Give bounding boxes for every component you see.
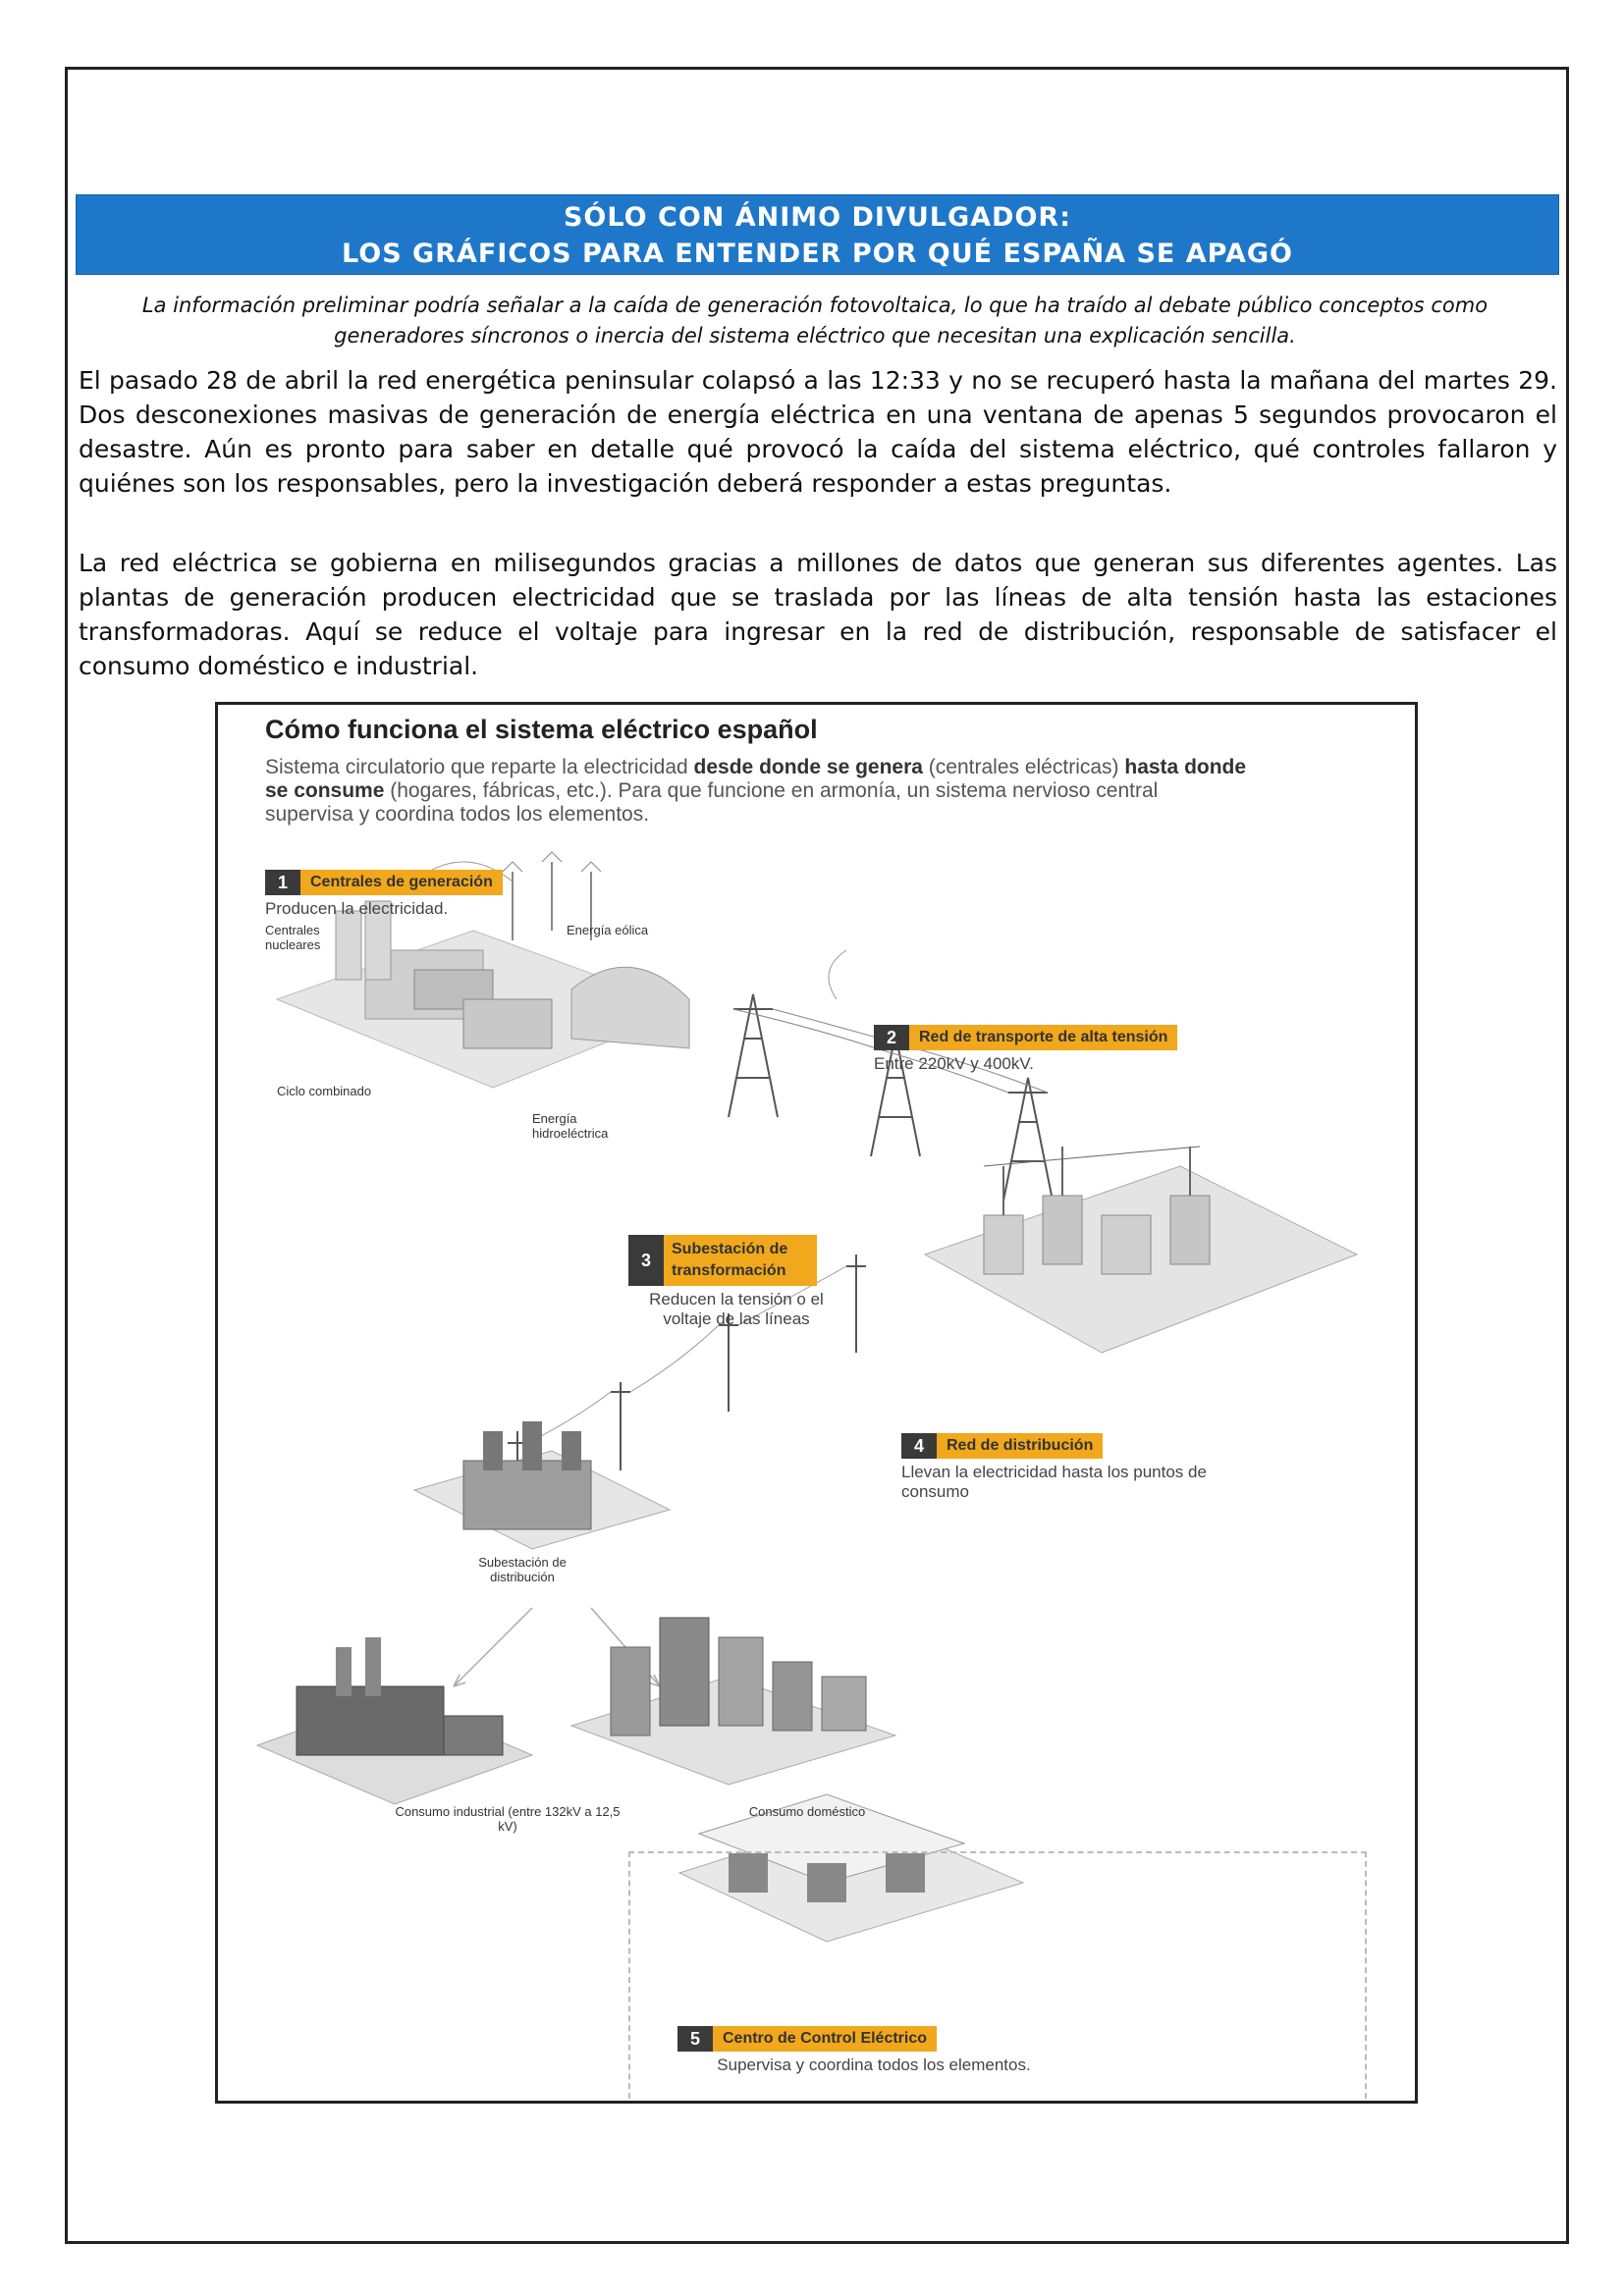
label-nuclear: Centrales nucleares bbox=[265, 923, 321, 952]
step-1-number: 1 bbox=[265, 870, 300, 895]
title-banner bbox=[76, 194, 1559, 275]
step-5-number: 5 bbox=[677, 2026, 713, 2052]
infographic-title: Cómo funciona el sistema eléctrico español bbox=[265, 715, 818, 744]
step-1-label: Centrales de generación bbox=[300, 870, 503, 895]
step-2 bbox=[874, 1025, 1177, 1074]
step-4-label: Red de distribución bbox=[937, 1433, 1103, 1459]
industrial-buildings-illustration bbox=[257, 1637, 532, 1804]
infographic bbox=[215, 702, 1418, 2104]
step-5 bbox=[677, 2026, 1070, 2075]
paragraph-1: El pasado 28 de abril la red energética peninsular colapsó a las 12:33 y no se recuperó hasta la mañana del martes 29. Dos desconexiones masivas de generación de energía eléctrica en una ventana de apenas 5 segundos provocaron el desastre. Aún es pronto para saber en detalle qué provocó la caída del sistema eléctrico, qué controles fallaron y quiénes son los responsables, pero la investigación deberá responder a estas preguntas. bbox=[79, 366, 1557, 498]
step-1 bbox=[265, 870, 503, 919]
banner-title-line2: LOS GRÁFICOS PARA ENTENDER POR QUÉ ESPAÑA SE APAGÓ bbox=[342, 239, 1293, 269]
step-4-description: Llevan la electricidad hasta los puntos de consumo bbox=[901, 1463, 1207, 1501]
step-5-label: Centro de Control Eléctrico bbox=[713, 2026, 937, 2052]
step-3-number: 3 bbox=[628, 1235, 664, 1286]
transformation-substation-illustration bbox=[925, 1147, 1357, 1353]
banner-title-line1: SÓLO CON ÁNIMO DIVULGADOR: bbox=[563, 202, 1071, 233]
label-hydro: Energía hidroeléctrica bbox=[532, 1111, 609, 1141]
step-3-label: Subestación de transformación bbox=[664, 1235, 817, 1286]
step-4-number: 4 bbox=[901, 1433, 937, 1459]
distribution-substation-illustration bbox=[414, 1421, 670, 1549]
label-wind: Energía eólica bbox=[567, 923, 649, 937]
label-combined-cycle: Ciclo combinado bbox=[277, 1084, 372, 1098]
paragraph-2: La red eléctrica se gobierna en milisegundos gracias a millones de datos que generan sus diferentes agentes. Las plantas de generación producen electricidad que se traslada por las líneas de alta tensión hasta las estaciones transformadoras. Aquí se reduce el voltaje para ingresar en la red de distribución, responsable de satisfacer el consumo doméstico e industrial. bbox=[79, 549, 1557, 680]
step-3 bbox=[628, 1235, 844, 1329]
subtitle: La información preliminar podría señalar a la caída de generación fotovoltaica, lo que ha traído al debate público conceptos como generadores síncronos o inercia del sistema eléctrico que necesitan una explicación sencilla. bbox=[141, 294, 1489, 347]
label-distribution-substation: Subestación de distribución bbox=[478, 1555, 567, 1584]
step-2-label: Red de transporte de alta tensión bbox=[909, 1025, 1177, 1050]
step-4 bbox=[901, 1433, 1274, 1502]
transmission-towers-illustration bbox=[729, 950, 1053, 1201]
infographic-intro: Sistema circulatorio que reparte la electricidad desde donde se genera (centrales eléctricas) hasta donde se consume (hogares, fábricas, etc.). Para que funcione en armonía, un sistema nervioso central supervisa y coordina todos los elementos. bbox=[265, 756, 1247, 826]
step-5-description: Supervisa y coordina todos los elementos. bbox=[717, 2056, 1031, 2074]
step-2-number: 2 bbox=[874, 1025, 909, 1050]
step-1-description: Producen la electricidad. bbox=[265, 899, 449, 918]
label-domestic: Consumo doméstico bbox=[748, 1804, 866, 1819]
label-industrial: Consumo industrial (entre 132kV a 12,5 kV) bbox=[395, 1804, 621, 1834]
step-3-description: Reducen la tensión o el voltaje de las líneas bbox=[649, 1290, 824, 1328]
domestic-buildings-illustration bbox=[571, 1618, 895, 1785]
step-2-description: Entre 220kV y 400kV. bbox=[874, 1054, 1034, 1073]
